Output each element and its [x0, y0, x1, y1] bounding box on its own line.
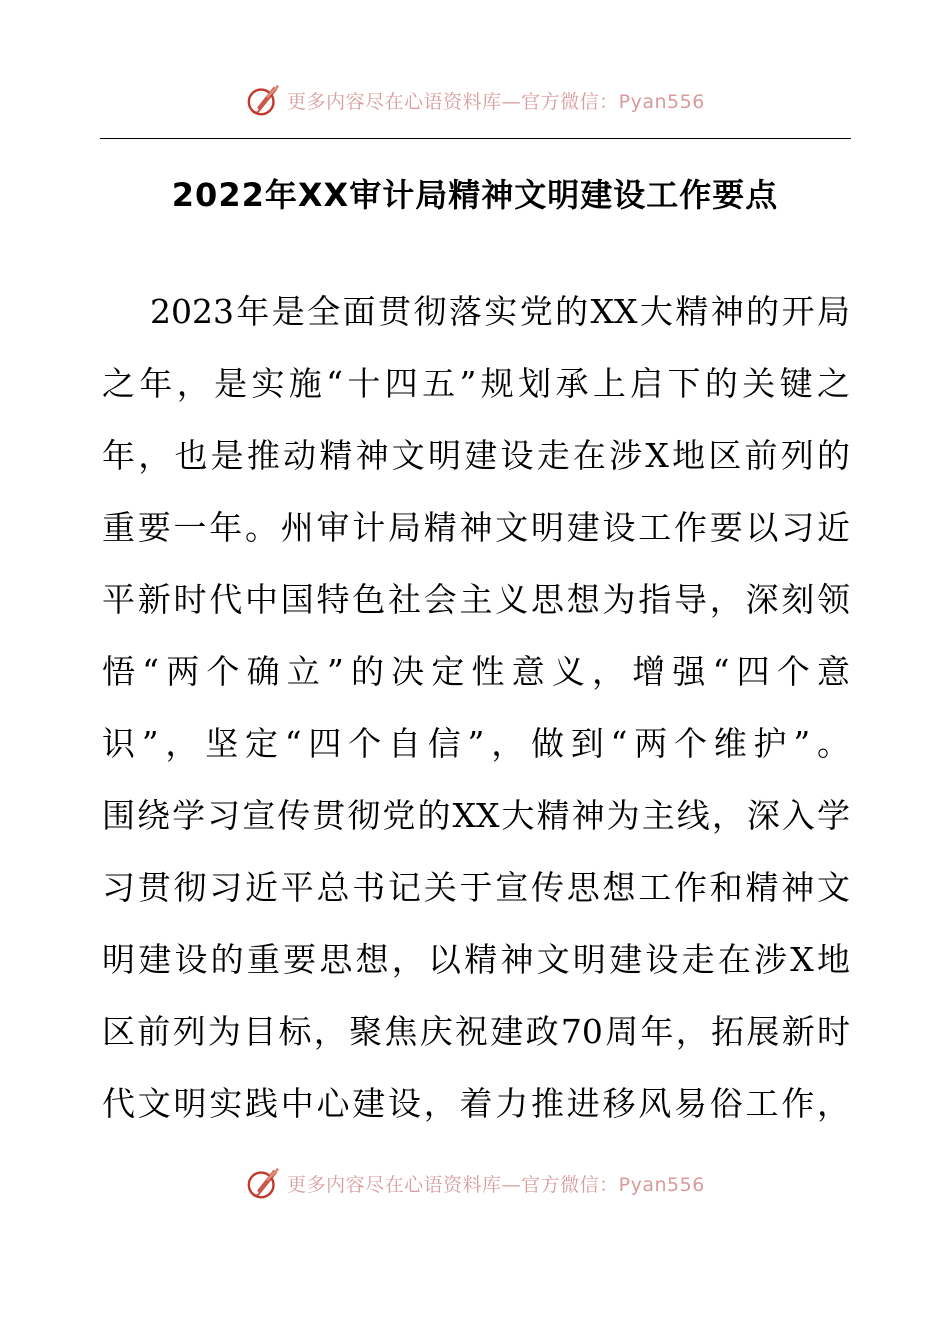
- document-title: 2022年XX审计局精神文明建设工作要点: [171, 176, 779, 214]
- banner-text: 更多内容尽在心语资料库—官方微信：Pyan556: [287, 90, 705, 113]
- text-line: 之年，是实施“十四五”规划承上启下的关键之: [102, 364, 850, 403]
- text-line: 重要一年。州审计局精神文明建设工作要以习近: [102, 508, 850, 547]
- text-line: 明建设的重要思想，以精神文明建设走在涉X地: [102, 940, 850, 979]
- footer-banner: [0, 1161, 950, 1205]
- text-line: 年，也是推动精神文明建设走在涉X地区前列的: [102, 436, 850, 475]
- quill-logo-icon: [245, 81, 283, 119]
- header-banner: [0, 78, 950, 122]
- text-line: 代文明实践中心建设，着力推进移风易俗工作，: [102, 1084, 850, 1123]
- text-line: 悟“两个确立”的决定性意义，增强“四个意: [102, 652, 850, 691]
- text-line: 2023年是全面贯彻落实党的XX大精神的开局: [150, 292, 850, 331]
- header-rule: [100, 138, 851, 139]
- text-line: 围绕学习宣传贯彻党的XX大精神为主线，深入学: [102, 796, 850, 835]
- body-paragraph: [102, 276, 850, 1146]
- banner-text: 更多内容尽在心语资料库—官方微信：Pyan556: [287, 1173, 705, 1196]
- text-line: 区前列为目标，聚焦庆祝建政70周年，拓展新时: [102, 1012, 850, 1051]
- quill-logo-icon: [245, 1164, 283, 1202]
- text-line: 平新时代中国特色社会主义思想为指导，深刻领: [102, 580, 850, 619]
- text-line: 习贯彻习近平总书记关于宣传思想工作和精神文: [102, 868, 850, 907]
- text-line: 识”，坚定“四个自信”，做到“两个维护”。: [102, 724, 850, 763]
